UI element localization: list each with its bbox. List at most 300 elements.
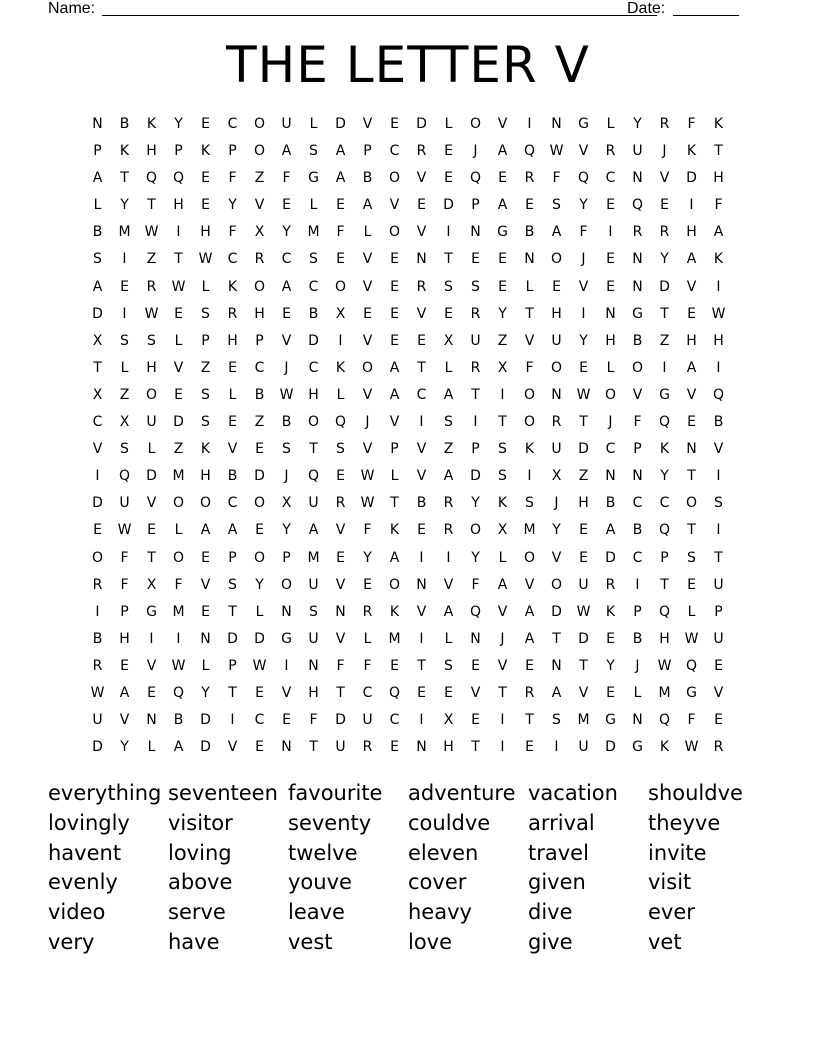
grid-letter[interactable]: Q	[577, 170, 590, 187]
grid-letter[interactable]: R	[362, 739, 373, 756]
grid-letter[interactable]: W	[90, 684, 105, 701]
grid-letter[interactable]: X	[443, 332, 454, 349]
grid-letter[interactable]: Y	[363, 549, 372, 566]
grid-letter[interactable]: O	[253, 549, 266, 566]
grid-letter[interactable]: C	[308, 359, 319, 376]
grid-letter[interactable]: K	[605, 603, 616, 620]
grid-letter[interactable]: W	[198, 251, 213, 268]
grid-letter[interactable]: C	[389, 712, 400, 729]
grid-letter[interactable]: E	[174, 386, 183, 403]
grid-letter[interactable]: K	[497, 495, 508, 512]
grid-letter[interactable]: X	[497, 359, 508, 376]
grid-letter[interactable]: A	[308, 522, 319, 539]
grid-letter[interactable]: V	[524, 576, 535, 593]
grid-letter[interactable]: R	[443, 522, 454, 539]
grid-letter[interactable]: B	[308, 305, 319, 322]
grid-letter[interactable]: Y	[120, 197, 129, 214]
grid-letter[interactable]: E	[606, 278, 615, 295]
grid-letter[interactable]: D	[200, 739, 211, 756]
grid-letter[interactable]: V	[146, 657, 157, 674]
grid-letter[interactable]: A	[551, 684, 562, 701]
grid-letter[interactable]: U	[308, 495, 319, 512]
grid-letter[interactable]: I	[122, 305, 127, 322]
grid-letter[interactable]: D	[578, 630, 589, 647]
grid-letter[interactable]: V	[416, 441, 427, 458]
grid-letter[interactable]: O	[145, 386, 158, 403]
grid-letter[interactable]: Q	[469, 170, 482, 187]
grid-letter[interactable]: O	[388, 224, 401, 241]
grid-letter[interactable]: T	[471, 739, 480, 756]
grid-letter[interactable]: S	[282, 441, 291, 458]
grid-letter[interactable]: E	[417, 684, 426, 701]
grid-letter[interactable]: Z	[254, 414, 265, 431]
grid-letter[interactable]: A	[389, 359, 400, 376]
grid-letter[interactable]: W	[171, 278, 186, 295]
grid-letter[interactable]: D	[92, 495, 103, 512]
grid-letter[interactable]: Q	[712, 386, 725, 403]
grid-letter[interactable]: V	[335, 576, 346, 593]
grid-letter[interactable]: U	[308, 576, 319, 593]
grid-letter[interactable]: A	[389, 549, 400, 566]
grid-letter[interactable]: V	[578, 684, 589, 701]
grid-letter[interactable]: D	[605, 549, 616, 566]
grid-letter[interactable]: T	[228, 684, 237, 701]
grid-letter[interactable]: A	[92, 170, 103, 187]
grid-letter[interactable]: R	[416, 143, 427, 160]
grid-letter[interactable]: T	[471, 386, 480, 403]
grid-letter[interactable]: W	[684, 739, 699, 756]
grid-letter[interactable]: V	[497, 116, 508, 132]
grid-letter[interactable]: O	[253, 143, 266, 160]
grid-letter[interactable]: V	[362, 116, 373, 132]
grid-letter[interactable]: I	[527, 468, 532, 485]
grid-letter[interactable]: B	[92, 224, 103, 241]
grid-letter[interactable]: A	[389, 386, 400, 403]
grid-letter[interactable]: X	[443, 712, 454, 729]
grid-letter[interactable]: Y	[201, 684, 210, 701]
grid-letter[interactable]: S	[147, 332, 156, 349]
grid-letter[interactable]: H	[713, 332, 724, 349]
grid-letter[interactable]: N	[281, 603, 292, 620]
grid-letter[interactable]: Z	[497, 332, 508, 349]
grid-letter[interactable]: T	[498, 684, 507, 701]
grid-letter[interactable]: N	[632, 712, 643, 729]
grid-letter[interactable]: U	[92, 712, 103, 729]
grid-letter[interactable]: K	[713, 116, 724, 132]
grid-letter[interactable]: A	[281, 143, 292, 160]
grid-letter[interactable]: I	[95, 603, 100, 620]
grid-letter[interactable]: O	[253, 278, 266, 295]
grid-letter[interactable]: I	[500, 712, 505, 729]
grid-letter[interactable]: K	[227, 278, 238, 295]
grid-letter[interactable]: K	[335, 359, 346, 376]
grid-letter[interactable]: X	[281, 495, 292, 512]
grid-letter[interactable]: N	[551, 116, 562, 132]
grid-letter[interactable]: T	[579, 657, 588, 674]
grid-letter[interactable]: O	[388, 576, 401, 593]
grid-letter[interactable]: P	[633, 441, 642, 458]
grid-letter[interactable]: E	[579, 549, 588, 566]
grid-letter[interactable]: V	[362, 386, 373, 403]
grid-letter[interactable]: Y	[606, 657, 615, 674]
grid-letter[interactable]: Y	[660, 468, 669, 485]
grid-letter[interactable]: E	[444, 684, 453, 701]
grid-letter[interactable]: T	[228, 603, 237, 620]
grid-letter[interactable]: O	[469, 116, 482, 132]
grid-letter[interactable]: Y	[255, 576, 264, 593]
grid-letter[interactable]: A	[92, 278, 103, 295]
grid-letter[interactable]: S	[93, 251, 102, 268]
grid-letter[interactable]: J	[635, 657, 640, 674]
grid-letter[interactable]: C	[605, 170, 616, 187]
name-blank-line[interactable]	[102, 15, 657, 16]
grid-letter[interactable]: N	[416, 251, 427, 268]
grid-letter[interactable]: L	[687, 603, 696, 620]
grid-letter[interactable]: R	[335, 495, 346, 512]
grid-letter[interactable]: W	[657, 657, 672, 674]
grid-letter[interactable]: C	[659, 495, 670, 512]
grid-letter[interactable]: C	[308, 278, 319, 295]
grid-letter[interactable]: G	[146, 603, 157, 620]
grid-letter[interactable]: X	[497, 522, 508, 539]
grid-letter[interactable]: V	[713, 684, 724, 701]
grid-letter[interactable]: N	[632, 278, 643, 295]
grid-letter[interactable]: V	[389, 414, 400, 431]
grid-letter[interactable]: U	[308, 630, 319, 647]
grid-letter[interactable]: P	[714, 603, 723, 620]
grid-letter[interactable]: A	[362, 197, 373, 214]
grid-letter[interactable]: L	[147, 441, 156, 458]
grid-letter[interactable]: E	[687, 305, 696, 322]
grid-letter[interactable]: J	[284, 359, 289, 376]
grid-letter[interactable]: O	[307, 414, 320, 431]
grid-letter[interactable]: B	[605, 495, 616, 512]
grid-letter[interactable]: L	[93, 197, 102, 214]
grid-letter[interactable]: R	[470, 305, 481, 322]
grid-letter[interactable]: R	[92, 657, 103, 674]
grid-letter[interactable]: A	[524, 603, 535, 620]
grid-letter[interactable]: C	[281, 251, 292, 268]
grid-letter[interactable]: D	[173, 414, 184, 431]
grid-letter[interactable]: Z	[146, 251, 157, 268]
grid-letter[interactable]: C	[227, 251, 238, 268]
grid-letter[interactable]: P	[93, 143, 102, 160]
grid-letter[interactable]: B	[173, 712, 184, 729]
grid-letter[interactable]: T	[660, 576, 669, 593]
grid-letter[interactable]: I	[338, 332, 343, 349]
grid-letter[interactable]: H	[551, 305, 562, 322]
grid-letter[interactable]: F	[228, 224, 237, 241]
grid-letter[interactable]: O	[604, 386, 617, 403]
grid-letter[interactable]: X	[551, 468, 562, 485]
grid-letter[interactable]: E	[390, 278, 399, 295]
grid-letter[interactable]: O	[172, 495, 185, 512]
grid-letter[interactable]: X	[146, 576, 157, 593]
grid-letter[interactable]: E	[255, 739, 264, 756]
grid-letter[interactable]: O	[253, 116, 266, 132]
grid-letter[interactable]: B	[632, 630, 643, 647]
grid-letter[interactable]: E	[201, 170, 210, 187]
grid-letter[interactable]: V	[389, 197, 400, 214]
grid-letter[interactable]: K	[119, 143, 130, 160]
grid-letter[interactable]: B	[281, 414, 292, 431]
grid-letter[interactable]: A	[443, 468, 454, 485]
grid-letter[interactable]: N	[551, 386, 562, 403]
grid-letter[interactable]: E	[687, 576, 696, 593]
grid-letter[interactable]: F	[579, 224, 588, 241]
grid-letter[interactable]: E	[525, 739, 534, 756]
grid-letter[interactable]: L	[363, 224, 372, 241]
grid-letter[interactable]: S	[444, 278, 453, 295]
grid-letter[interactable]: W	[360, 495, 375, 512]
grid-letter[interactable]: F	[552, 170, 561, 187]
grid-letter[interactable]: D	[254, 468, 265, 485]
grid-letter[interactable]: O	[631, 359, 644, 376]
grid-letter[interactable]: D	[470, 468, 481, 485]
grid-letter[interactable]: A	[497, 197, 508, 214]
grid-letter[interactable]: H	[308, 684, 319, 701]
grid-letter[interactable]: T	[309, 441, 318, 458]
grid-letter[interactable]: V	[335, 630, 346, 647]
grid-letter[interactable]: K	[146, 116, 157, 132]
grid-letter[interactable]: V	[281, 684, 292, 701]
grid-letter[interactable]: V	[416, 603, 427, 620]
grid-letter[interactable]: W	[144, 305, 159, 322]
grid-letter[interactable]: L	[174, 522, 183, 539]
grid-letter[interactable]: M	[172, 468, 185, 485]
grid-letter[interactable]: V	[227, 441, 238, 458]
grid-letter[interactable]: E	[471, 712, 480, 729]
grid-letter[interactable]: K	[659, 441, 670, 458]
grid-letter[interactable]: D	[227, 630, 238, 647]
grid-letter[interactable]: Q	[685, 657, 698, 674]
grid-letter[interactable]: C	[227, 495, 238, 512]
grid-letter[interactable]: N	[551, 657, 562, 674]
grid-letter[interactable]: L	[606, 116, 615, 132]
grid-letter[interactable]: K	[200, 143, 211, 160]
grid-letter[interactable]: O	[469, 522, 482, 539]
grid-letter[interactable]: E	[498, 251, 507, 268]
grid-letter[interactable]: D	[335, 116, 346, 132]
grid-letter[interactable]: D	[146, 468, 157, 485]
grid-letter[interactable]: V	[443, 576, 454, 593]
grid-letter[interactable]: F	[633, 414, 642, 431]
grid-letter[interactable]: E	[660, 197, 669, 214]
grid-letter[interactable]: I	[500, 386, 505, 403]
grid-letter[interactable]: I	[122, 251, 127, 268]
grid-letter[interactable]: S	[471, 278, 480, 295]
grid-letter[interactable]: E	[498, 278, 507, 295]
grid-letter[interactable]: N	[605, 468, 616, 485]
grid-letter[interactable]: E	[714, 712, 723, 729]
grid-letter[interactable]: F	[687, 116, 696, 132]
grid-letter[interactable]: V	[362, 278, 373, 295]
grid-letter[interactable]: O	[91, 549, 104, 566]
grid-letter[interactable]: V	[416, 224, 427, 241]
grid-letter[interactable]: V	[281, 332, 292, 349]
grid-letter[interactable]: K	[524, 441, 535, 458]
grid-letter[interactable]: A	[200, 522, 211, 539]
grid-letter[interactable]: F	[282, 170, 291, 187]
grid-letter[interactable]: M	[118, 224, 131, 241]
grid-letter[interactable]: F	[363, 522, 372, 539]
grid-letter[interactable]: S	[498, 468, 507, 485]
grid-letter[interactable]: L	[120, 359, 129, 376]
grid-letter[interactable]: E	[336, 197, 345, 214]
grid-letter[interactable]: E	[471, 657, 480, 674]
grid-letter[interactable]: B	[92, 630, 103, 647]
grid-letter[interactable]: E	[714, 657, 723, 674]
grid-letter[interactable]: H	[659, 630, 670, 647]
grid-letter[interactable]: I	[635, 576, 640, 593]
grid-letter[interactable]: N	[146, 712, 157, 729]
grid-letter[interactable]: D	[605, 739, 616, 756]
grid-letter[interactable]: B	[632, 522, 643, 539]
grid-letter[interactable]: E	[201, 197, 210, 214]
grid-letter[interactable]: A	[524, 630, 535, 647]
grid-letter[interactable]: H	[200, 468, 211, 485]
grid-letter[interactable]: A	[686, 251, 697, 268]
grid-letter[interactable]: E	[336, 549, 345, 566]
grid-letter[interactable]: P	[201, 332, 210, 349]
grid-letter[interactable]: A	[119, 684, 130, 701]
grid-letter[interactable]: D	[92, 305, 103, 322]
grid-letter[interactable]: W	[171, 657, 186, 674]
grid-letter[interactable]: Y	[228, 197, 237, 214]
grid-letter[interactable]: U	[335, 739, 346, 756]
grid-letter[interactable]: N	[632, 468, 643, 485]
grid-letter[interactable]: E	[147, 522, 156, 539]
grid-letter[interactable]: K	[659, 739, 670, 756]
grid-letter[interactable]: I	[554, 739, 559, 756]
grid-letter[interactable]: P	[660, 549, 669, 566]
grid-letter[interactable]: L	[309, 116, 318, 132]
grid-letter[interactable]: E	[606, 630, 615, 647]
grid-letter[interactable]: M	[307, 549, 320, 566]
grid-letter[interactable]: G	[605, 712, 616, 729]
grid-letter[interactable]: T	[336, 684, 345, 701]
grid-letter[interactable]: A	[335, 170, 346, 187]
grid-letter[interactable]: R	[443, 495, 454, 512]
grid-letter[interactable]: E	[255, 684, 264, 701]
grid-letter[interactable]: L	[498, 549, 507, 566]
grid-letter[interactable]: S	[444, 414, 453, 431]
grid-letter[interactable]: N	[335, 603, 346, 620]
grid-letter[interactable]: J	[500, 630, 505, 647]
grid-letter[interactable]: T	[147, 197, 156, 214]
grid-letter[interactable]: P	[633, 603, 642, 620]
grid-letter[interactable]: T	[714, 549, 723, 566]
grid-letter[interactable]: D	[416, 116, 427, 132]
grid-letter[interactable]: J	[473, 143, 478, 160]
grid-letter[interactable]: F	[714, 197, 723, 214]
grid-letter[interactable]: Y	[174, 116, 183, 132]
grid-letter[interactable]: L	[174, 332, 183, 349]
grid-letter[interactable]: W	[360, 468, 375, 485]
grid-letter[interactable]: E	[201, 549, 210, 566]
grid-letter[interactable]: S	[525, 495, 534, 512]
grid-letter[interactable]: V	[713, 441, 724, 458]
grid-letter[interactable]: V	[497, 603, 508, 620]
grid-letter[interactable]: L	[444, 359, 453, 376]
grid-letter[interactable]: Z	[200, 359, 211, 376]
grid-letter[interactable]: F	[336, 224, 345, 241]
grid-letter[interactable]: O	[523, 414, 536, 431]
grid-letter[interactable]: W	[711, 305, 726, 322]
grid-letter[interactable]: Z	[173, 441, 184, 458]
grid-letter[interactable]: T	[687, 522, 696, 539]
grid-letter[interactable]: V	[524, 332, 535, 349]
grid-letter[interactable]: C	[362, 684, 373, 701]
grid-letter[interactable]: V	[551, 549, 562, 566]
grid-letter[interactable]: L	[309, 197, 318, 214]
grid-letter[interactable]: B	[254, 386, 265, 403]
grid-letter[interactable]: A	[497, 143, 508, 160]
grid-letter[interactable]: H	[605, 332, 616, 349]
grid-letter[interactable]: Q	[118, 468, 131, 485]
grid-letter[interactable]: T	[120, 170, 129, 187]
grid-letter[interactable]: K	[200, 441, 211, 458]
grid-letter[interactable]: S	[120, 332, 129, 349]
grid-letter[interactable]: I	[500, 739, 505, 756]
grid-letter[interactable]: I	[149, 630, 154, 647]
grid-letter[interactable]: E	[471, 251, 480, 268]
grid-letter[interactable]: G	[659, 386, 670, 403]
grid-letter[interactable]: H	[308, 386, 319, 403]
grid-letter[interactable]: R	[92, 576, 103, 593]
grid-letter[interactable]: Q	[469, 603, 482, 620]
grid-letter[interactable]: T	[390, 495, 399, 512]
grid-letter[interactable]: R	[632, 224, 643, 241]
grid-letter[interactable]: V	[578, 278, 589, 295]
grid-letter[interactable]: E	[579, 359, 588, 376]
grid-letter[interactable]: Q	[523, 143, 536, 160]
grid-letter[interactable]: S	[120, 441, 129, 458]
grid-letter[interactable]: S	[687, 549, 696, 566]
grid-letter[interactable]: T	[660, 305, 669, 322]
grid-letter[interactable]: I	[716, 359, 721, 376]
grid-letter[interactable]: V	[497, 657, 508, 674]
grid-letter[interactable]: C	[254, 359, 265, 376]
grid-letter[interactable]: L	[444, 630, 453, 647]
grid-letter[interactable]: I	[716, 522, 721, 539]
grid-letter[interactable]: D	[686, 170, 697, 187]
grid-letter[interactable]: F	[525, 359, 534, 376]
grid-letter[interactable]: T	[147, 549, 156, 566]
grid-letter[interactable]: V	[227, 739, 238, 756]
grid-letter[interactable]: X	[119, 414, 130, 431]
grid-letter[interactable]: K	[713, 251, 724, 268]
grid-letter[interactable]: E	[444, 143, 453, 160]
grid-letter[interactable]: V	[119, 712, 130, 729]
grid-letter[interactable]: R	[524, 170, 535, 187]
grid-letter[interactable]: T	[498, 414, 507, 431]
grid-letter[interactable]: C	[605, 441, 616, 458]
grid-letter[interactable]: T	[525, 712, 534, 729]
grid-letter[interactable]: Y	[282, 224, 291, 241]
grid-letter[interactable]: T	[417, 359, 426, 376]
grid-letter[interactable]: S	[309, 251, 318, 268]
grid-letter[interactable]: U	[362, 712, 373, 729]
grid-letter[interactable]: O	[523, 386, 536, 403]
grid-letter[interactable]: R	[659, 116, 670, 132]
grid-letter[interactable]: H	[713, 170, 724, 187]
grid-letter[interactable]: M	[307, 224, 320, 241]
grid-letter[interactable]: V	[416, 305, 427, 322]
grid-letter[interactable]: Z	[443, 441, 454, 458]
grid-letter[interactable]: D	[659, 278, 670, 295]
grid-letter[interactable]: I	[176, 630, 181, 647]
